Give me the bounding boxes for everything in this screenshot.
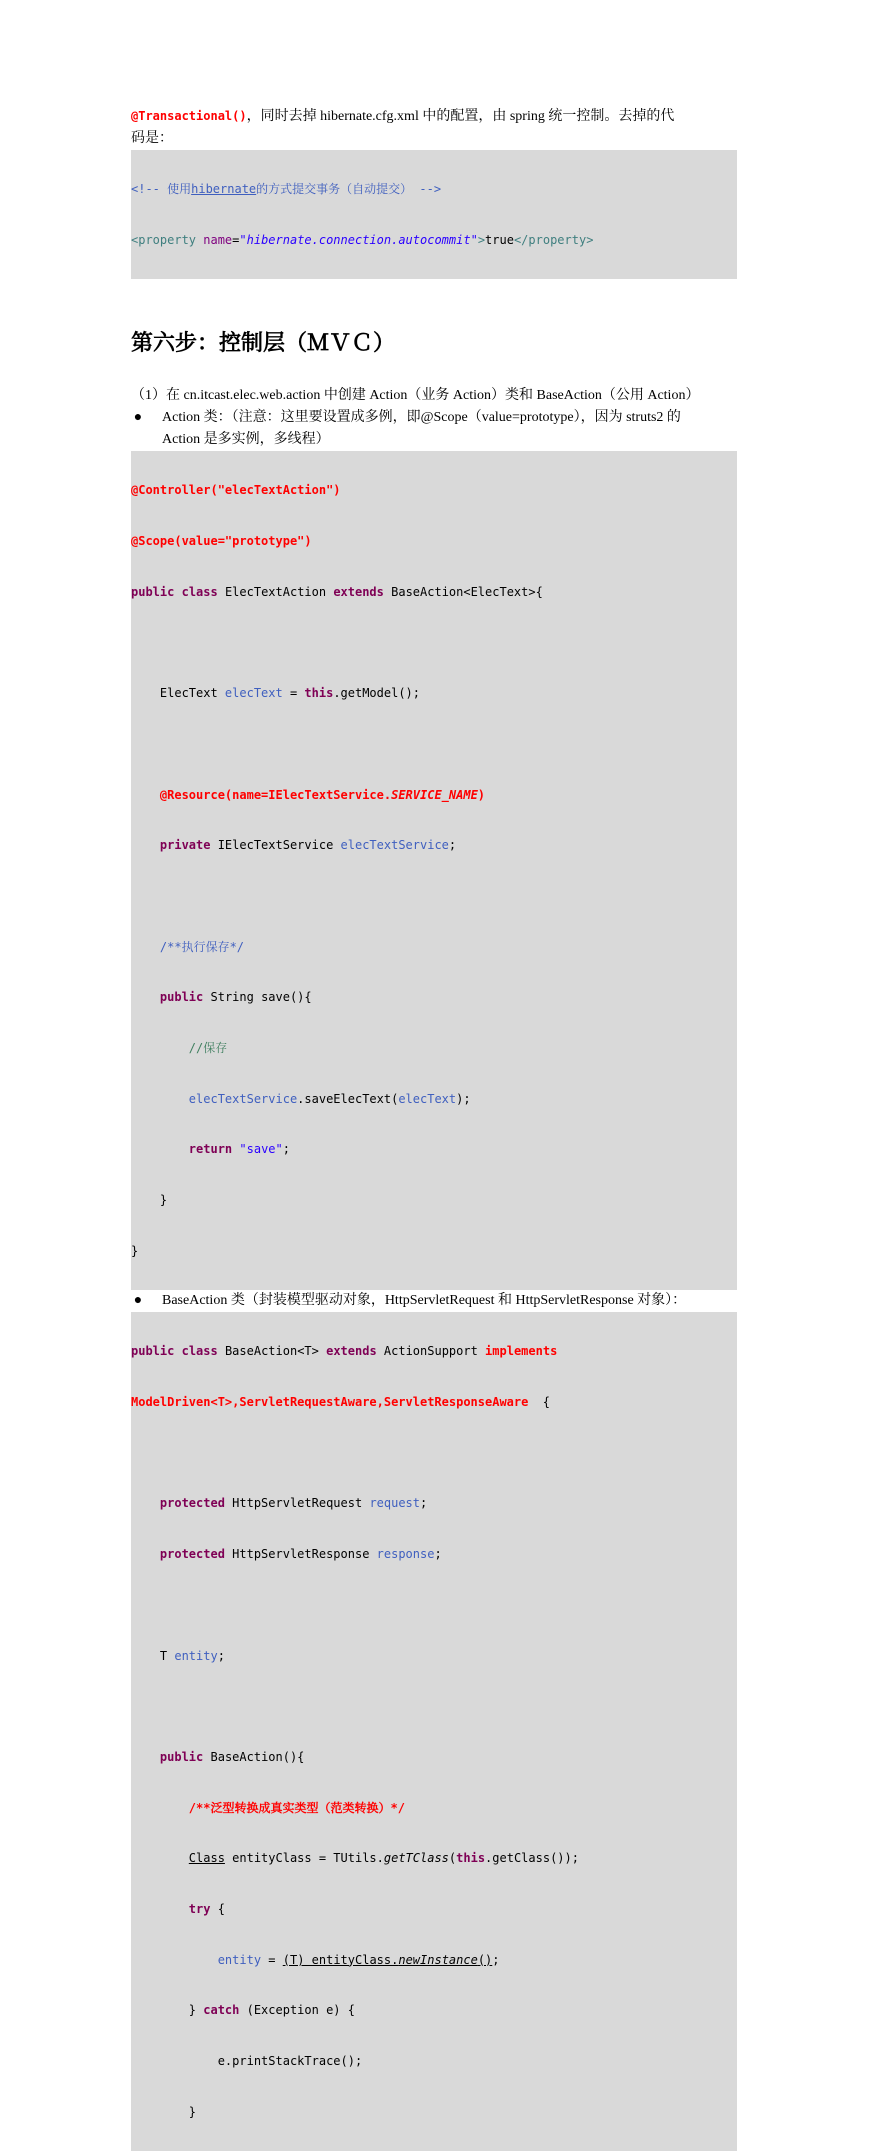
code-line: //保存 — [131, 1040, 228, 1055]
code-line: private IElecTextService elecTextService; — [159, 838, 457, 853]
code-line-blank — [131, 1442, 737, 1465]
step-heading: 第六步：控制层（ＭＶＣ） — [131, 331, 396, 357]
code-line: ModelDriven<T>,ServletRequestAware,ServletResponseAware { — [131, 1395, 551, 1410]
bullet-dot-icon: ● — [133, 410, 143, 426]
code-line: public class ElecTextAction extends BaseAction<ElecText>{ — [131, 584, 543, 599]
base-action-code — [131, 1312, 737, 2151]
bullet-2-text: BaseAction 类（封装模型驱动对象，HttpServletRequest 和 HttpServletResponse 对象）： — [162, 1293, 687, 1309]
code-line: protected HttpServletResponse response; — [159, 1547, 442, 1562]
code-line: @Controller("elecTextAction") — [131, 483, 341, 498]
code-line-blank — [131, 1594, 737, 1617]
code-line: <property name="hibernate.connection.autocommit">true</property> — [131, 232, 594, 247]
code-line: /**执行保存*/ — [131, 939, 245, 954]
bullet-base-action-class — [131, 1290, 737, 1312]
document-page — [131, 100, 737, 2151]
section-1-text: （1）在 cn.itcast.elec.web.action 中创建 Action（业务 Action）类和 BaseAction（公用 Action） — [131, 388, 700, 404]
code-line: T entity; — [131, 1648, 225, 1663]
code-line: } — [131, 2104, 197, 2119]
elec-text-action-code — [131, 451, 737, 1290]
code-line: public class BaseAction<T> extends ActionSupport implements — [131, 1344, 558, 1359]
bullet-1-line-1: Action 类：（注意：这里要设置成多例，即@Scope（value=prototype），因为 struts2 的 — [162, 410, 681, 426]
code-line-blank — [131, 733, 737, 756]
code-line: return "save"; — [188, 1142, 290, 1157]
bullet-action-class — [131, 407, 737, 451]
code-line: protected HttpServletRequest request; — [159, 1496, 428, 1511]
code-line: /**泛型转换成真实类型（范类转换）*/ — [131, 1800, 405, 1815]
code-line: public String save(){ — [159, 990, 312, 1005]
code-line: } — [131, 1193, 168, 1207]
code-line: ElecText elecText = this.getModel(); — [131, 686, 421, 701]
code-line-blank — [131, 631, 737, 654]
code-line: e.printStackTrace(); — [131, 2054, 363, 2068]
code-line: entity = (T) entityClass.newInstance(); — [217, 1952, 500, 1967]
xml-code-block — [131, 150, 737, 279]
intro-text-2: 码是： — [131, 131, 173, 146]
code-line: Class entityClass = TUtils.getTClass(this.getClass()); — [188, 1851, 579, 1866]
code-line: public BaseAction(){ — [159, 1749, 305, 1764]
code-line: <!-- 使用hibernate的方式提交事务（自动提交） --> — [131, 182, 442, 196]
code-line: } catch (Exception e) { — [131, 2003, 355, 2018]
bullet-1-line-2: Action 是多实例，多线程） — [162, 432, 330, 448]
code-line-blank — [131, 885, 737, 908]
bullet-dot-icon: ● — [133, 1293, 143, 1309]
code-line: } — [131, 1243, 139, 1258]
code-line: @Resource(name=IElecTextService.SERVICE_NAME) — [131, 787, 486, 802]
code-line: @Scope(value="prototype") — [131, 534, 312, 549]
code-line: try { — [188, 1901, 225, 1916]
code-line-blank — [131, 1695, 737, 1718]
transactional-annotation: @Transactional() — [131, 109, 247, 123]
code-line: elecTextService.saveElecText(elecText); — [188, 1091, 471, 1106]
intro-text-1: ，同时去掉 hibernate.cfg.xml 中的配置，由 spring 统一控制。去掉的代 — [246, 109, 675, 124]
intro-paragraph — [131, 105, 737, 150]
